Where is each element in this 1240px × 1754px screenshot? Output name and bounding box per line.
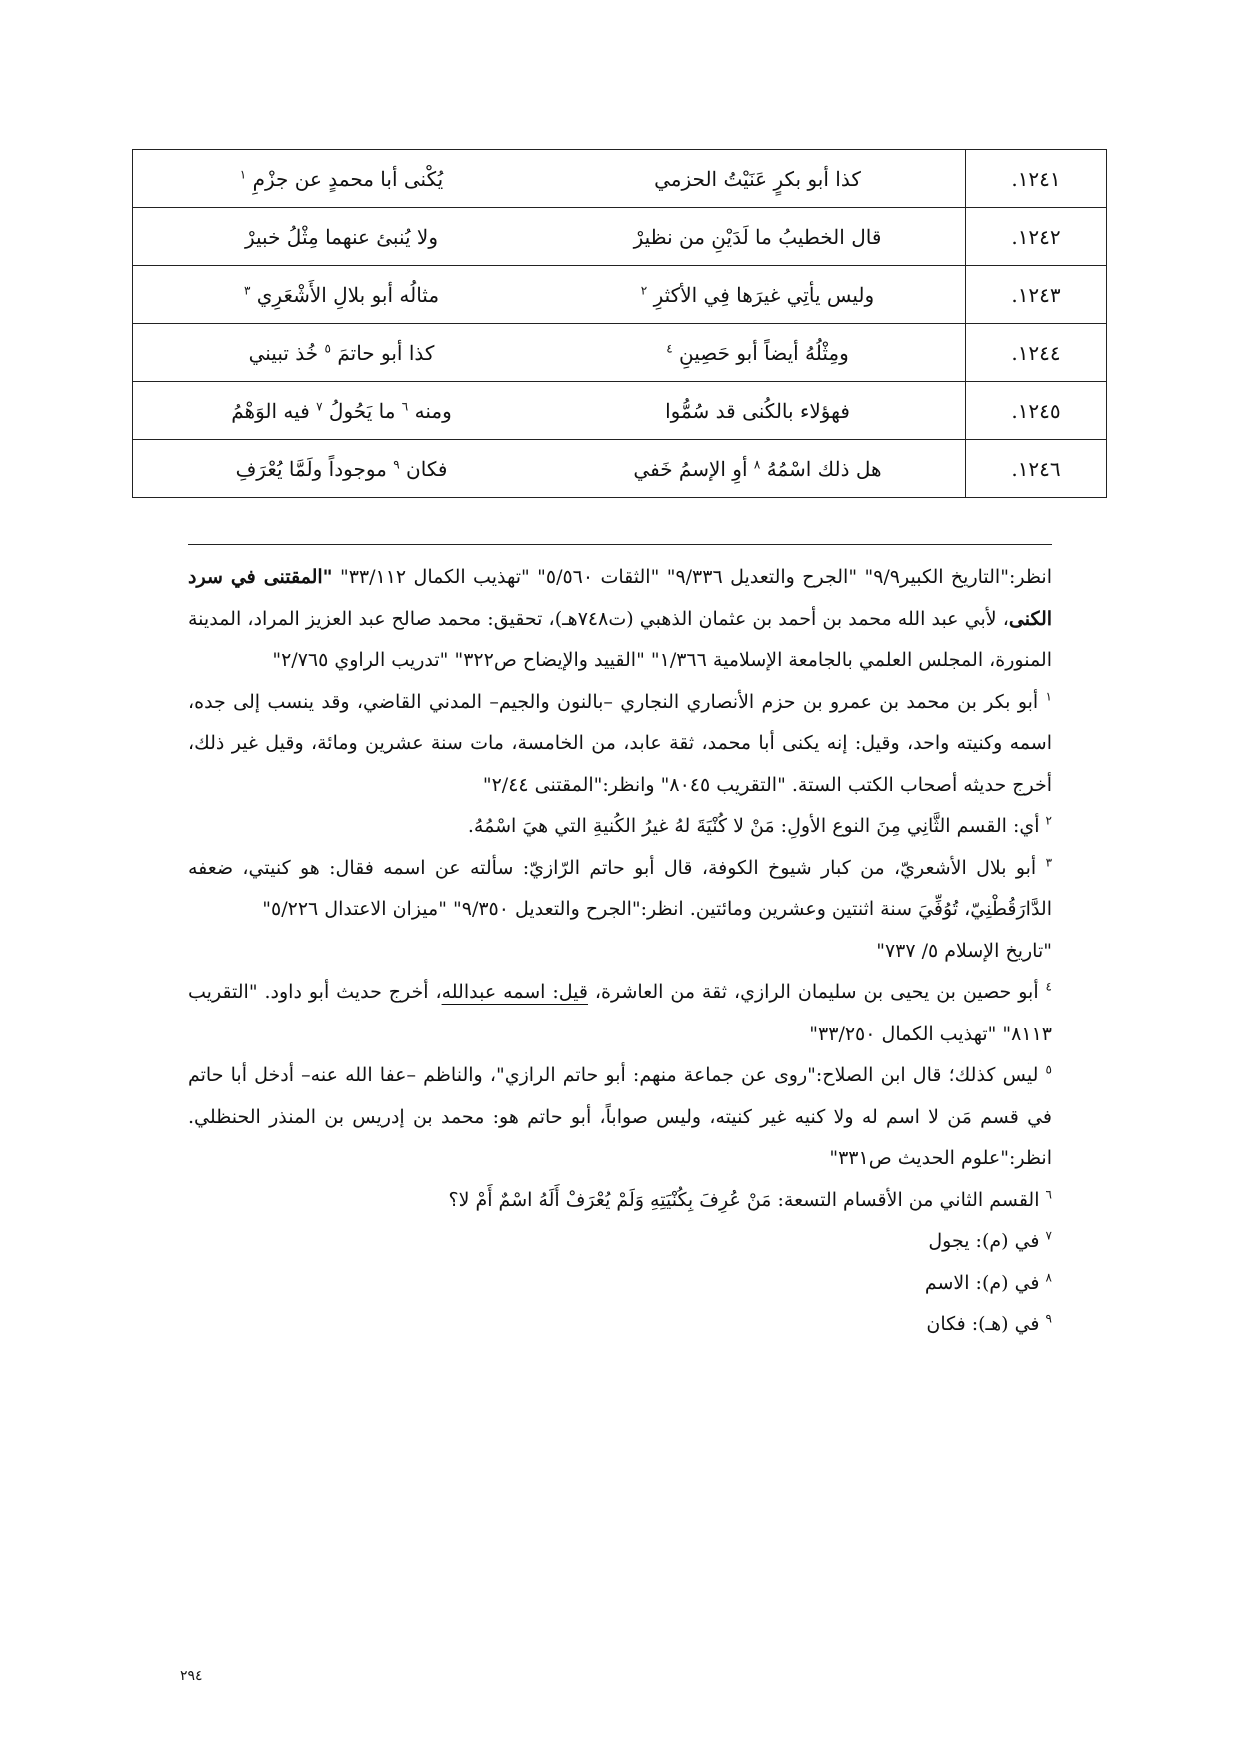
hemistich-text: هل ذلك اسْمُهُ — [766, 456, 882, 481]
footnote-number: ٢ — [1045, 813, 1052, 828]
footnote-number: ٨ — [1045, 1270, 1052, 1285]
footnote-number: ١ — [1045, 689, 1052, 704]
hemistich-text: وليس يأتِي غيرَها فِي الأكثرِ — [653, 282, 875, 307]
hemistich-text: فهؤلاء بالكُنى قد سُمُّوا — [665, 398, 850, 423]
hemistich-text: فكان — [406, 456, 448, 481]
verse-row — [133, 440, 1107, 498]
footnote-sources — [188, 557, 1052, 682]
verse-row — [133, 266, 1107, 324]
verse-first-hemistich — [550, 324, 966, 382]
verse-first-hemistich — [550, 208, 966, 266]
footnote-ref: ١ — [239, 166, 247, 181]
footnote-text: ، أخرج حديث أبو داود. "التقريب ٨١١٣" "تهذيب الكمال ٣٣/٢٥٠" — [188, 981, 1052, 1045]
hemistich-text: كذا أبو بكرٍ عَنَيْتُ الحزمي — [654, 166, 861, 191]
footnote-text: ، لأبي عبد الله محمد بن أحمد بن عثمان الذهبي (ت٧٤٨هـ)، تحقيق: محمد صالح عبد العزيز المراد، المدينة المنورة، المجلس العلمي بالجامعة الإسلامية ١/٣٦٦" "القييد والإيضاح ص٣٢٢" "تدريب الراوي ٢/٧٦٥" — [188, 607, 1052, 671]
footnote-number: ٦ — [1045, 1187, 1052, 1202]
hemistich-text: ولا يُنبئ عنهما مِثْلُ خبيرْ — [244, 224, 438, 249]
footnote-3-continued — [188, 931, 1052, 973]
hemistich-text: يُكْنى أبا محمدٍ عن جزْمِ — [252, 166, 444, 191]
footnote-text: انظر:"التاريخ الكبير٩/٩" "الجرح والتعديل ٩/٣٣٦" "الثقات ٥/٥٦٠" "تهذيب الكمال ٣٣/١١٢" — [339, 566, 1052, 588]
verse-table — [132, 149, 1107, 498]
footnote-number: ٥ — [1045, 1062, 1052, 1077]
footnote-ref: ٤ — [666, 340, 673, 355]
verse-first-hemistich — [550, 266, 966, 324]
verse-number: ١٢٤٢. — [966, 208, 1107, 266]
verse-second-hemistich — [133, 266, 551, 324]
hemistich-text: موجوداً ولَمَّا يُعْرَفِ — [235, 456, 387, 481]
verse-first-hemistich — [550, 382, 966, 440]
verse-number: ١٢٤٣. — [966, 266, 1107, 324]
hemistich-text: ومنه — [414, 398, 452, 423]
footnote-ref: ٣ — [243, 282, 251, 297]
footnote-text: أبو حصين بن يحيى بن سليمان الرازي، ثقة من العاشرة، — [588, 981, 1039, 1003]
footnote-ref: ٥ — [324, 340, 331, 355]
hemistich-text: فيه الوَهْمُ — [231, 398, 310, 423]
footnote-number: ٤ — [1045, 979, 1052, 994]
footnote-text: "تاريخ الإسلام ٥/ ٧٣٧" — [876, 939, 1052, 962]
verse-first-hemistich — [550, 150, 966, 208]
footnote-ref: ٦ — [401, 398, 409, 413]
footnote-number: ٧ — [1045, 1228, 1052, 1243]
footnote-2 — [188, 806, 1052, 848]
hemistich-text: خُذ تبيني — [248, 340, 319, 365]
footnote-text: أبو بلال الأشعريّ، من كبار شيوخ الكوفة، قال أبو حاتم الرّازيّ: سألته عن اسمه فقال: هو كنيتي، ضعفه الدَّارَقُطْنِيّ، تُوُفِّيَ سنة اثنتين وعشرين ومائتين. انظر:"الجرح والتعديل ٩/٣٥٠" "ميزان الاعتدال ٥/٢٢٦" — [188, 856, 1052, 920]
footnote-text: القسم الثاني من الأقسام التسعة: مَنْ عُرِفَ بِكُنْيَتِهِ وَلَمْ يُعْرَفْ أَلَهُ اسْمٌ أَمْ لا؟ — [448, 1188, 1040, 1211]
verse-number: ١٢٤٤. — [966, 324, 1107, 382]
verse-row — [133, 208, 1107, 266]
footnote-1 — [188, 682, 1052, 807]
verse-second-hemistich — [133, 382, 551, 440]
verse-number: ١٢٤٦. — [966, 440, 1107, 498]
verse-second-hemistich — [133, 440, 551, 498]
verse-row — [133, 150, 1107, 208]
hemistich-text: مثالُه أبو بلالِ الأَشْعَرِي — [256, 282, 440, 307]
footnote-ref: ٧ — [316, 398, 323, 413]
page-number: ٢٩٤ — [180, 1668, 203, 1684]
hemistich-text: قال الخطيبُ ما لَدَيْنِ من نظيرْ — [633, 224, 882, 249]
verse-second-hemistich — [133, 208, 551, 266]
hemistich-text: ما يَحُولُ — [328, 398, 396, 423]
verse-number: ١٢٤٥. — [966, 382, 1107, 440]
footnote-3 — [188, 848, 1052, 931]
footnote-6 — [188, 1180, 1052, 1222]
footnote-text: ليس كذلك؛ قال ابن الصلاح:"روى عن جماعة منهم: أبو حاتم الرازي"، والناظم –عفا الله عنه– أدخل أبا حاتم في قسم مَن لا اسم له ولا كنيه غير كنيته، وليس صواباً، أبو حاتم هو: محمد بن إدريس بن المنذر الحنظلي. انظر:"علوم الحديث ص٣٣١" — [188, 1064, 1052, 1169]
footnote-ref: ٨ — [753, 456, 761, 471]
footnote-number: ٣ — [1045, 855, 1053, 870]
footnote-4 — [188, 972, 1052, 1055]
footnote-7 — [188, 1221, 1052, 1263]
footnote-9 — [188, 1304, 1052, 1346]
verse-second-hemistich — [133, 324, 551, 382]
footnote-ref: ٢ — [640, 282, 648, 297]
verse-row — [133, 324, 1107, 382]
footnote-text: أبو بكر بن محمد بن عمرو بن حزم الأنصاري النجاري –بالنون والجيم– المدني القاضي، وقد ينسب إلى جده، اسمه وكنيته واحد، وقيل: إنه يكنى أبا محمد، ثقة عابد، من الخامسة، مات سنة عشرين ومائة، وقيل غير ذلك، أخرج حديثه أصحاب الكتب الستة. "التقريب ٨٠٤٥" وانظر:"المقتنى ٢/٤٤" — [188, 690, 1052, 796]
verse-second-hemistich — [133, 150, 551, 208]
hemistich-text: كذا أبو حاتمَ — [337, 340, 435, 365]
hemistich-text: ومِثْلُهُ أيضاً أبو حَصِينِ — [679, 340, 849, 365]
footnote-8 — [188, 1263, 1052, 1305]
footnotes — [188, 557, 1052, 1346]
footnote-text: في (هـ): فكان — [926, 1313, 1040, 1335]
book-title: "المقتنى في سرد الكنى — [188, 566, 1053, 630]
footnote-separator — [188, 544, 1052, 545]
footnote-number: ٩ — [1045, 1311, 1052, 1326]
footnote-text: أي: القسم الثَّانِي مِنَ النوع الأولِ: مَنْ لا كُنْيَةَ لهُ غيرُ الكُنيةِ التي هيَ اسْمُهُ. — [467, 815, 1040, 837]
footnote-5 — [188, 1055, 1052, 1180]
hemistich-text: أوِ الإسمُ خَفي — [633, 456, 748, 481]
verse-row — [133, 382, 1107, 440]
underlined-text: قيل: اسمه عبدالله — [441, 981, 588, 1003]
verse-number: ١٢٤١. — [966, 150, 1107, 208]
footnote-text: في (م): يجول — [928, 1230, 1040, 1252]
footnote-text: في (م): الاسم — [924, 1271, 1040, 1294]
verse-first-hemistich — [550, 440, 966, 498]
footnote-ref: ٩ — [393, 456, 400, 471]
